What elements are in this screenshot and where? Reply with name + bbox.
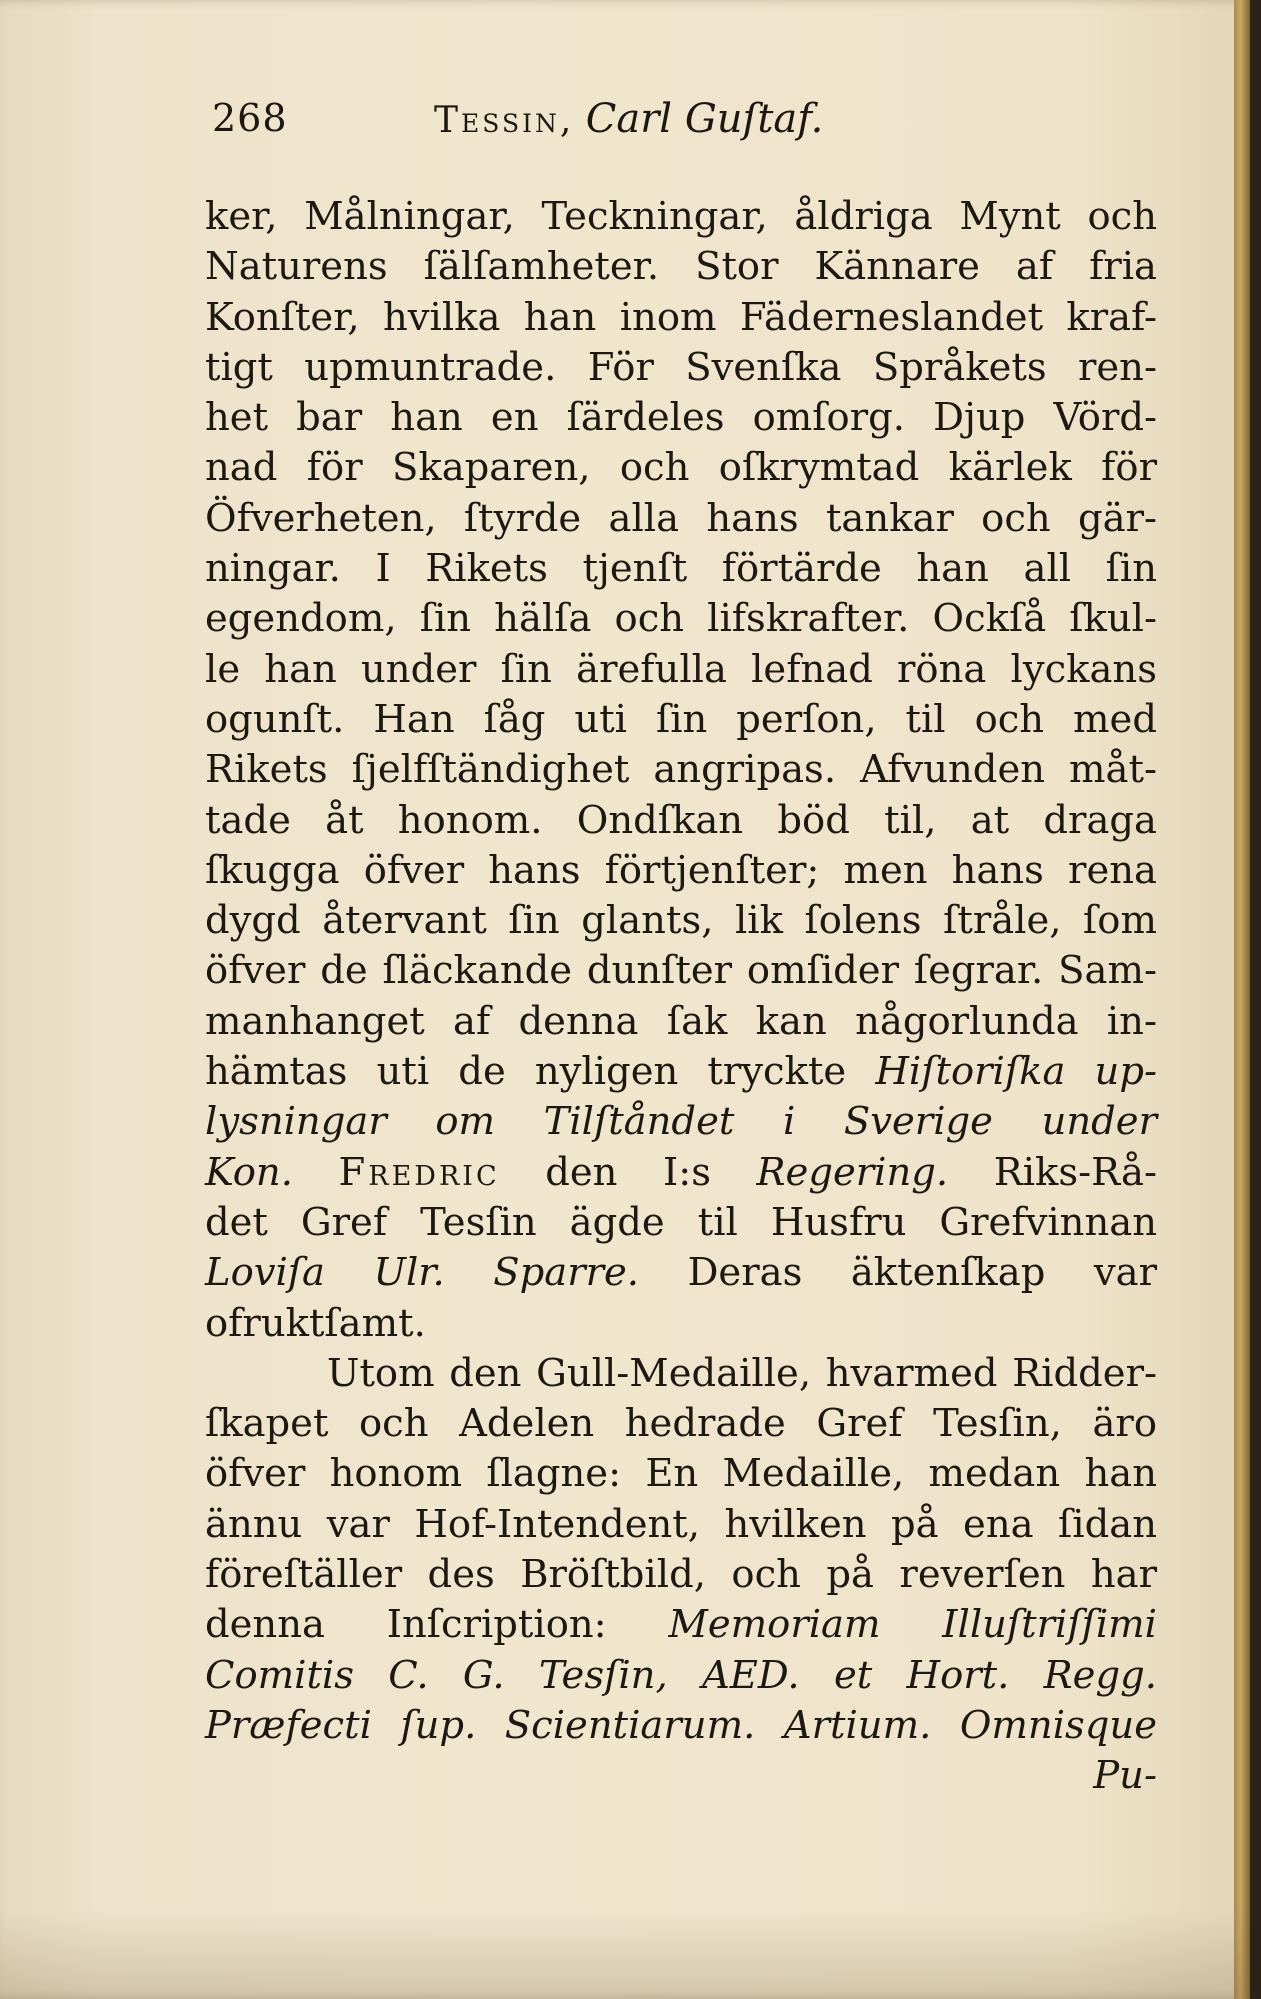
text-line: nad för Skaparen, och oſkrymtad kärlek för (205, 445, 1157, 491)
text-line: ningar. I Rikets tjenſt förtärde han all ſin (205, 546, 1157, 592)
text-line: ker, Målningar, Teckningar, åldriga Mynt och (205, 194, 1157, 239)
text-line: öfver honom ſlagne: En Medaille, medan han (205, 1451, 1157, 1497)
text-line: egendom, ſin hälſa och lifskrafter. Ockſå ſkul- (205, 596, 1157, 642)
text-line: ſkugga öfver hans förtjenſter; men hans rena (205, 847, 1157, 893)
text-line: Konſter, hvilka han inom Fäderneslandet kraf- (205, 294, 1157, 340)
italic-title: Regering. (756, 1149, 949, 1195)
text-line: Rikets ſjelfſtändighet angripas. Afvunden måt- (205, 747, 1157, 793)
text-line: ännu var Hof-Intendent, hvilken på ena ſidan (205, 1501, 1157, 1547)
italic-title-line: lysningar om Tilſtåndet i Sverige under (205, 1099, 1157, 1145)
smallcaps-name: Fredric (338, 1149, 500, 1195)
text-line (205, 1148, 1157, 1198)
text-line: manhanget af denna ſak kan någorlunda in- (205, 998, 1157, 1044)
text-line: het bar han en ſärdeles omſorg. Djup Vörd- (205, 395, 1157, 441)
running-head-forename: Carl Guſtaf. (585, 96, 824, 142)
italic-title: Hiſtoriſka up- (875, 1049, 1157, 1095)
text-line: öfver de ſläckande dunſter omſider ſegrar. Sam- (205, 948, 1157, 994)
text-line: tade åt honom. Ondſkan böd til, at draga (205, 797, 1157, 843)
text-line: ſkapet och Adelen hedrade Gref Tesſin, äro (205, 1401, 1157, 1447)
text-line: föreſtäller des Bröſtbild, och på reverſen har (205, 1552, 1157, 1598)
catchword: Pu- (1093, 1753, 1157, 1799)
page-edge (1234, 0, 1250, 1999)
italic-name: Loviſa Ulr. Sparre. (205, 1250, 640, 1296)
body-text (205, 192, 1157, 1802)
italic-title: Kon. (205, 1149, 293, 1195)
text-run: hämtas uti de nyligen tryckte (205, 1049, 847, 1095)
text-line: ofruktſamt. (205, 1300, 426, 1346)
inscription-line: Comitis C. G. Tesſin, AED. et Hort. Regg. (205, 1652, 1157, 1698)
page-number: 268 (212, 96, 288, 140)
text-run: denna Inſcription: (205, 1602, 607, 1648)
running-head (434, 96, 823, 142)
paragraph-start: Utom den Gull-Medaille, hvarmed Ridder- (327, 1350, 1157, 1396)
text-line: Naturens ſälſamheter. Stor Kännare af fria (205, 244, 1157, 290)
text-line: le han under ſin ärefulla lefnad röna lyckans (205, 646, 1157, 692)
inscription-text: Memoriam Illuſtriſſimi (668, 1602, 1157, 1648)
text-line: Öfverheten, ſtyrde alla hans tankar och gär- (205, 495, 1157, 541)
text-run: Deras äktenſkap var (687, 1250, 1157, 1296)
text-line: dygd återvant ſin glants, lik ſolens ſtråle, ſom (205, 898, 1157, 944)
page-header (212, 96, 1172, 156)
text-line (205, 1047, 1157, 1097)
inscription-line: Præfecti ſup. Scientiarum. Artium. Omnisque (205, 1702, 1157, 1748)
page-shadow (0, 1909, 1250, 1999)
text-line: ogunſt. Han ſåg uti ſin perſon, til och med (205, 696, 1157, 742)
text-line (205, 1600, 1157, 1650)
text-line (205, 1248, 1157, 1298)
text-run: den I:s (545, 1149, 711, 1195)
text-run: Riks-Rå- (993, 1149, 1157, 1195)
running-head-surname: Tessin, (434, 100, 575, 141)
text-line: det Gref Tesſin ägde til Husfru Grefvinnan (205, 1199, 1157, 1245)
text-line: tigt upmuntrade. För Svenſka Språkets ren- (205, 344, 1157, 390)
